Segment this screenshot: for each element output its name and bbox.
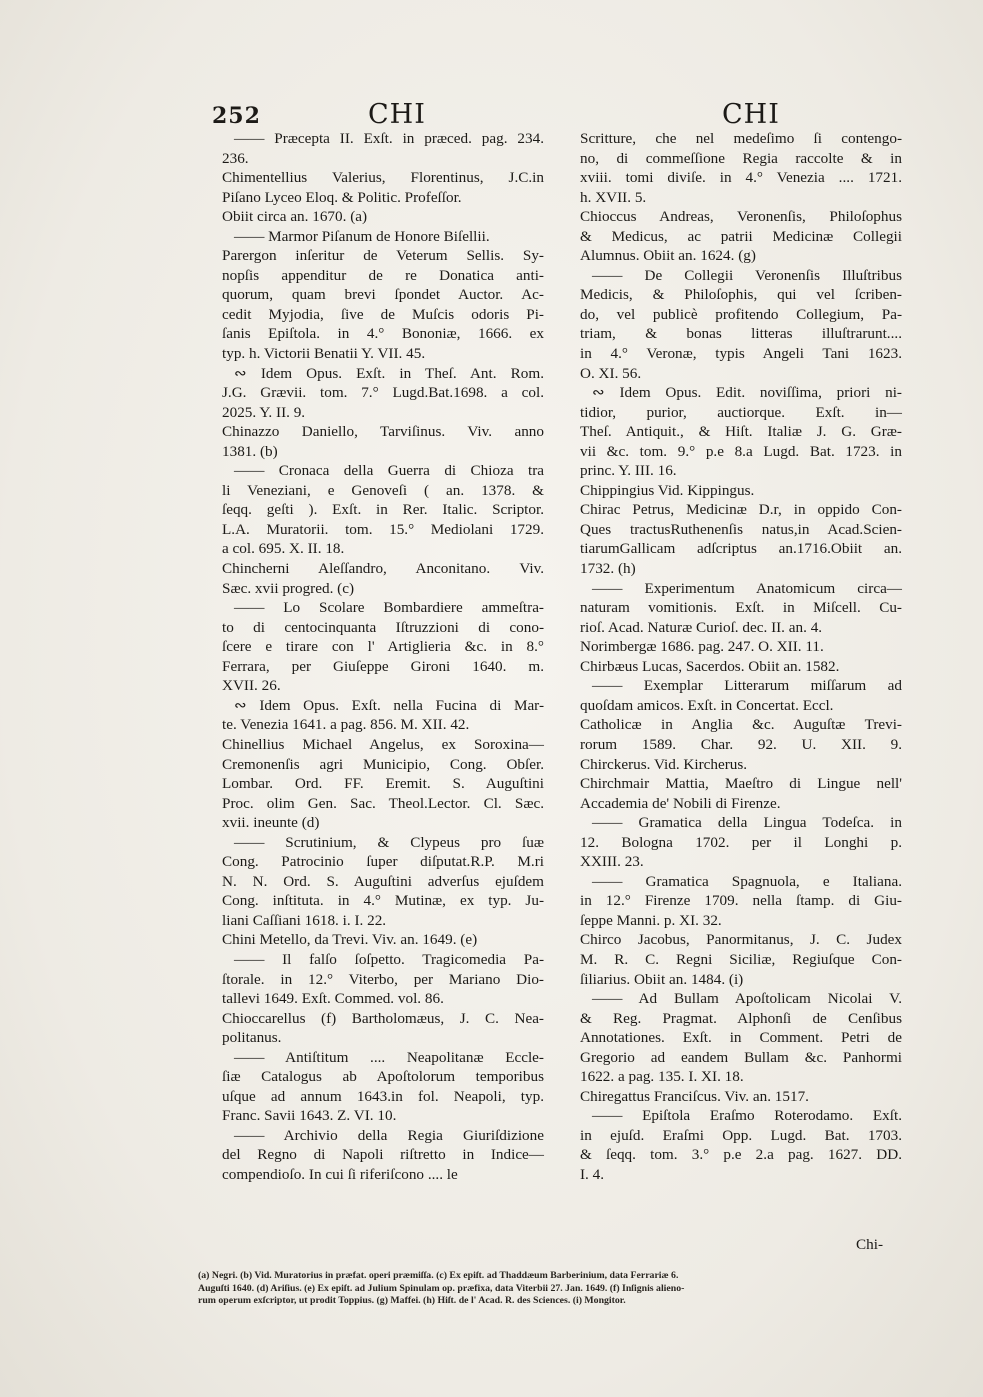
entry-line: xvii. ineunte (d)	[222, 814, 320, 832]
entry-line: ∾ Idem Opus. Edit. noviſſima, priori ni-	[592, 384, 902, 402]
entry-line: rioſ. Acad. Naturæ Curioſ. dec. II. an. 4.	[580, 618, 823, 636]
entry-line: Chirchmair Mattia, Maeſtro di Lingue nell'	[580, 775, 902, 793]
entry-line: —— Antiſtitum .... Neapolitanæ Eccle-	[234, 1048, 544, 1066]
left-column	[222, 129, 544, 1185]
footnote-line: (a) Negri. (b) Vid. Muratorius in præfat. operi præmiſſa. (c) Ex epiſt. ad Thaddæum Barberinium, data Ferrariæ 6.	[198, 1270, 679, 1281]
right-column	[580, 129, 902, 1185]
entry-line: —— Cronaca della Guerra di Chioza tra	[234, 462, 544, 480]
entry-line: 1622. a pag. 135. I. XI. 18.	[580, 1068, 744, 1086]
entry-line: Piſano Lyceo Eloq. & Politic. Profeſſor.	[222, 188, 462, 206]
entry-line: —— Scrutinium, & Clypeus pro ſuæ	[234, 833, 544, 851]
entry-line: tiarumGallicam adſcriptus an.1716.Obiit an.	[580, 540, 902, 558]
entry-line: Lombar. Ord. FF. Eremit. S. Auguſtini	[222, 775, 544, 793]
entry-line: Franc. Savii 1643. Z. VI. 10.	[222, 1107, 397, 1125]
entry-line: Theſ. Antiquit., & Hiſt. Italiæ J. G. Græ-	[580, 423, 902, 441]
entry-line: Scritture, che nel medeſimo ſi contengo-	[580, 130, 902, 147]
entry-line: ſiæ Catalogus ab Apoſtolorum temporibus	[222, 1068, 544, 1086]
entry-line: in 12.° Firenze 1709. nella ſtamp. di Giu-	[580, 892, 902, 910]
catchword: Chi-	[856, 1236, 884, 1253]
entry-line: N. N. Ord. S. Auguſtini adverſus ejuſdem	[222, 872, 544, 890]
entry-line: 12. Bologna 1702. per il Longhi p.	[580, 833, 902, 851]
entry-line: XVII. 26.	[222, 677, 281, 695]
entry-line: tidior, purior, auctiorque. Exſt. in—	[580, 403, 902, 421]
entry-line: Chimentellius Valerius, Florentinus, J.C.in	[222, 169, 544, 187]
entry-line: Catholicæ in Anglia &c. Auguſtæ Trevi-	[580, 716, 902, 734]
entry-line: Sæc. xvii progred. (c)	[222, 579, 355, 597]
entry-line: Cong. inſtituta. in 4.° Mutinæ, ex typ. Ju-	[222, 892, 544, 910]
entry-line: princ. Y. III. 16.	[580, 462, 677, 480]
entry-line: —— Marmor Piſanum de Honore Biſellii.	[234, 227, 490, 245]
entry-line: I. 4.	[580, 1165, 605, 1183]
entry-line: ſtorale. in 12.° Viterbo, per Mariano Dio-	[222, 970, 544, 988]
entry-line: Norimbergæ 1686. pag. 247. O. XII. 11.	[580, 638, 824, 656]
entry-line: ∾ Idem Opus. Exſt. nella Fucina di Mar-	[234, 696, 544, 714]
footnotes	[198, 1270, 898, 1308]
footnote-line: Auguſti 1640. (d) Ariſius. (e) Ex epiſt. ad Julium Spinulam op. præfixa, data Viterbii 27. Jan. 1649. (f) Inſignis alieno-	[198, 1282, 685, 1294]
entry-line: vii &c. tom. 9.° p.e 8.a Lugd. Bat. 1723. in	[580, 442, 902, 460]
entry-line: Chirbæus Lucas, Sacerdos. Obiit an. 1582.	[580, 657, 840, 675]
entry-line: quoſdam amicos. Exſt. in Concertat. Eccl.	[580, 696, 834, 714]
entry-line: rorum 1589. Char. 92. U. XII. 9.	[580, 735, 902, 753]
entry-line: M. R. C. Regni Siciliæ, Regiuſque Con-	[580, 950, 902, 968]
entry-line: Ferrara, per Giuſeppe Gironi 1640. m.	[222, 657, 544, 675]
entry-line: compendioſo. In cui ſi riferiſcono .... le	[222, 1165, 458, 1183]
entry-line: Chirco Jacobus, Panormitanus, J. C. Judex	[580, 931, 902, 949]
page-number: 252	[212, 103, 261, 129]
entry-line: Chirckerus. Vid. Kircherus.	[580, 755, 748, 773]
entry-line: —— Il falſo ſoſpetto. Tragicomedia Pa-	[234, 950, 544, 968]
entry-line: XXIII. 23.	[580, 853, 644, 871]
entry-line: uſque ad annum 1643.in fol. Neapoli, typ.	[222, 1087, 544, 1105]
footnote-line: rum operum exſcriptor, ut prodit Toppius. (g) Maffei. (h) Hiſt. de l' Acad. R. des Sciences. (i) Mongitor.	[198, 1295, 626, 1306]
entry-line: typ. h. Victorii Benatii Y. VII. 45.	[222, 345, 426, 363]
entry-line: Cremonenſis agri Municipio, Cong. Obſer.	[222, 755, 544, 773]
entry-line: Chini Metello, da Trevi. Viv. an. 1649. (e)	[222, 931, 478, 949]
entry-line: politanus.	[222, 1029, 282, 1047]
entry-line: Chiregattus Franciſcus. Viv. an. 1517.	[580, 1087, 809, 1105]
entry-line: liani Caſſiani 1618. i. I. 22.	[222, 911, 387, 929]
entry-line: naturam vomitionis. Exſt. in Miſcell. Cu-	[580, 599, 902, 617]
entry-line: —— Lo Scolare Bombardiere ammeſtra-	[234, 599, 544, 617]
entry-line: & ſeqq. tom. 3.° p.e 2.a pag. 1627. DD.	[580, 1146, 902, 1164]
entry-line: Chioccarellus (f) Bartholomæus, J. C. Nea-	[222, 1009, 544, 1027]
entry-line: Medicis, & Philoſophis, qui vel ſcriben-	[580, 286, 902, 304]
entry-line: ſeqq. geſti ). Exſt. in Rer. Italic. Scriptor.	[222, 501, 544, 519]
entry-line: cedit Myjodia, ſive de Muſcis odoris Pi-	[222, 305, 544, 323]
entry-line: Chinazzo Daniello, Tarviſinus. Viv. anno	[222, 423, 544, 441]
entry-line: in ejuſd. Eraſmi Opp. Lugd. Bat. 1703.	[580, 1126, 902, 1144]
entry-line: Alumnus. Obiit an. 1624. (g)	[580, 247, 756, 265]
entry-line: ſanis Epiſtola. in 4.° Bononiæ, 1666. ex	[222, 325, 544, 343]
entry-line: quorum, quam brevi ſpondet Auctor. Ac-	[222, 286, 544, 304]
entry-line: L.A. Muratorii. tom. 15.° Mediolani 1729.	[222, 520, 544, 538]
entry-line: del Regno di Napoli riſtretto in Indice—	[222, 1146, 544, 1164]
entry-line: triam, & bonas litteras illuſtrarunt....	[580, 325, 902, 343]
entry-line: ſiliarius. Obiit an. 1484. (i)	[580, 970, 744, 988]
entry-line: & Medicus, ac patrii Medicinæ Collegii	[580, 227, 902, 245]
entry-line: xviii. tomi diviſe. in 4.° Venezia .... 1721.	[580, 169, 902, 187]
entry-line: —— Epiſtola Eraſmo Roterodamo. Exſt.	[592, 1107, 902, 1125]
entry-line: ſeppe Manni. p. XI. 32.	[580, 911, 722, 929]
entry-line: nopſis appenditur de re Donatica anti-	[222, 266, 544, 284]
entry-line: Chippingius Vid. Kippingus.	[580, 481, 755, 499]
entry-line: 2025. Y. II. 9.	[222, 403, 306, 421]
entry-line: Chirac Petrus, Medicinæ D.r, in oppido Con-	[580, 501, 902, 519]
entry-line: h. XVII. 5.	[580, 188, 647, 206]
entry-line: —— Præcepta II. Exſt. in præced. pag. 234.	[234, 130, 544, 147]
entry-line: O. XI. 56.	[580, 364, 642, 382]
entry-line: —— Experimentum Anatomicum circa—	[592, 579, 902, 597]
entry-line: tallevi 1649. Exſt. Commed. vol. 86.	[222, 990, 444, 1008]
entry-line: Parergon inſeritur de Veterum Sellis. Sy-	[222, 247, 544, 265]
entry-line: Annotationes. Exſt. in Comment. Petri de	[580, 1029, 902, 1047]
entry-line: li Veneziani, e Genoveſi ( an. 1378. &	[222, 481, 544, 499]
entry-line: no, di commeſſione Regia raccolte & in	[580, 149, 902, 167]
entry-line: ſcere e tirare con l' Artiglieria &c. in 8.°	[222, 638, 544, 656]
running-head-left: CHI	[368, 99, 426, 130]
entry-line: J.G. Grævii. tom. 7.° Lugd.Bat.1698. a col.	[222, 384, 544, 402]
entry-line: Chioccus Andreas, Veronenſis, Philoſophus	[580, 208, 902, 226]
entry-line: —— Exemplar Litterarum miſſarum ad	[592, 677, 902, 695]
entry-line: 236.	[222, 149, 249, 167]
entry-line: —— Archivio della Regia Giuriſdizione	[234, 1126, 544, 1144]
entry-line: Ques tractusRuthenenſis natus,in Acad.Scien-	[580, 520, 902, 538]
entry-line: Proc. olim Gen. Sac. Theol.Lector. Cl. Sæc.	[222, 794, 544, 812]
entry-line: ∾ Idem Opus. Exſt. in Theſ. Ant. Rom.	[234, 364, 544, 382]
entry-line: Gregorio ad eandem Bullam &c. Panhormi	[580, 1048, 902, 1066]
entry-line: Obiit circa an. 1670. (a)	[222, 208, 368, 226]
entry-line: Cong. Patrocinio ſuper diſputat.R.P. M.ri	[222, 853, 544, 871]
entry-line: to di centocinquanta Iſtruzzioni di cono-	[222, 618, 544, 636]
entry-line: —— Gramatica della Lingua Todeſca. in	[592, 814, 902, 832]
entry-line: —— Ad Bullam Apoſtolicam Nicolai V.	[592, 990, 902, 1008]
entry-line: in 4.° Veronæ, typis Angeli Tani 1623.	[580, 345, 902, 363]
entry-line: 1381. (b)	[222, 442, 278, 460]
entry-line: Chincherni Aleſſandro, Anconitano. Viv.	[222, 560, 544, 578]
entry-line: a col. 695. X. II. 18.	[222, 540, 345, 558]
entry-line: Accademia de' Nobili di Firenze.	[580, 794, 781, 812]
entry-line: —— Gramatica Spagnuola, e Italiana.	[592, 872, 902, 890]
entry-line: te. Venezia 1641. a pag. 856. M. XII. 42.	[222, 716, 470, 734]
entry-line: 1732. (h)	[580, 560, 636, 578]
entry-line: do, vel publicè profitendo Collegium, Pa-	[580, 305, 902, 323]
entry-line: & Reg. Pragmat. Alphonſi de Cenſibus	[580, 1009, 902, 1027]
running-head-right: CHI	[722, 99, 780, 130]
entry-line: —— De Collegii Veronenſis Illuſtribus	[592, 266, 902, 284]
entry-line: Chinellius Michael Angelus, ex Soroxina—	[222, 735, 544, 753]
